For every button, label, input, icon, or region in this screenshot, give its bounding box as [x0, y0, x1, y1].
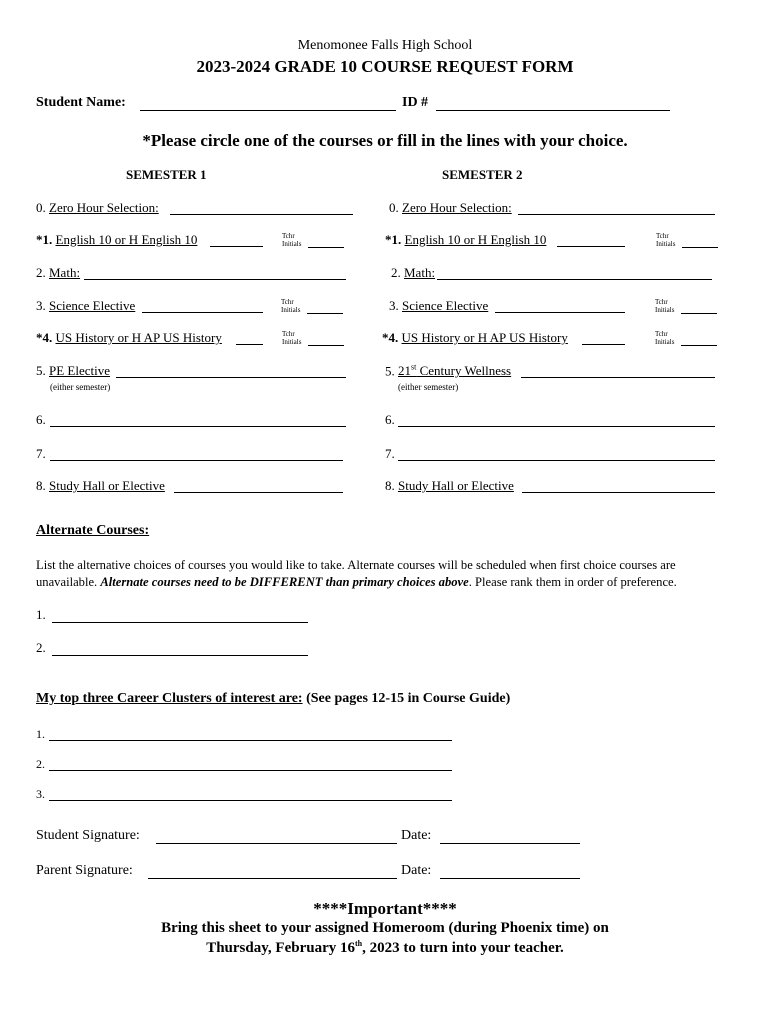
s2-row-1[interactable]: *1. English 10 or H English 10 [385, 232, 547, 247]
s2-row-5-note: (either semester) [398, 382, 459, 392]
s1-row-1-line [210, 246, 263, 247]
id-label: ID # [402, 95, 429, 110]
s2-row-0: 0. Zero Hour Selection: [389, 200, 512, 215]
s1-row-0-line[interactable] [170, 214, 353, 215]
s1-row-4-tchr: Tchr Initials [282, 330, 344, 346]
parent-signature-label: Parent Signature: [36, 863, 133, 878]
s2-row-8-line [522, 492, 715, 493]
s2-row-0-line[interactable] [518, 214, 715, 215]
career-heading: My top three Career Clusters of interest are: (See pages 12-15 in Course Guide) [36, 691, 511, 706]
s2-row-4[interactable]: *4. US History or H AP US History [382, 330, 568, 345]
student-signature-label: Student Signature: [36, 828, 140, 843]
s1-row-8[interactable]: 8. Study Hall or Elective [36, 478, 165, 493]
parent-date-field[interactable] [440, 878, 580, 879]
important-line-1: Bring this sheet to your assigned Homeroom (during Phoenix time) on [161, 920, 609, 936]
student-name-label: Student Name: [36, 95, 126, 110]
semester-2-label: SEMESTER 2 [442, 167, 523, 182]
s2-row-8[interactable]: 8. Study Hall or Elective [385, 478, 514, 493]
career-item-1: 1. [36, 727, 45, 741]
parent-signature-field[interactable] [148, 878, 397, 879]
s2-row-5[interactable]: 5. 21st Century Wellness [385, 363, 512, 379]
school-name: Menomonee Falls High School [297, 38, 473, 53]
s2-row-1-tchr: Tchr Initials [656, 232, 718, 248]
s1-row-5[interactable]: 5. PE Elective [36, 363, 111, 378]
parent-date-label: Date: [401, 863, 432, 878]
important-title: ****Important**** [313, 899, 457, 918]
s2-row-1-line [557, 246, 625, 247]
alternate-line-2[interactable] [52, 655, 308, 656]
form-title: 2023-2024 GRADE 10 COURSE REQUEST FORM [196, 57, 574, 76]
career-line-2[interactable] [49, 770, 452, 771]
instruction: *Please circle one of the courses or fill in the lines with your choice. [142, 131, 628, 150]
s1-row-6-line[interactable] [50, 426, 346, 427]
alternates-para-1: List the alternative choices of courses you would like to take. Alternate courses will be scheduled when first choice courses are [36, 558, 676, 572]
s1-row-0: 0. Zero Hour Selection: [36, 200, 159, 215]
student-name-field[interactable] [140, 110, 396, 111]
alternate-item-1: 1. [36, 607, 46, 622]
s2-row-4-tchr: Tchr Initials [655, 330, 717, 346]
s1-row-3-line [142, 312, 263, 313]
s2-row-4-line [582, 344, 625, 345]
s1-row-8-line [174, 492, 343, 493]
s2-row-7-line[interactable] [398, 460, 715, 461]
s2-row-5-line [521, 377, 715, 378]
semester-1-label: SEMESTER 1 [126, 167, 207, 182]
s2-row-7: 7. [385, 446, 395, 461]
s2-row-3-tchr: Tchr Initials [655, 298, 717, 314]
s1-row-4[interactable]: *4. US History or H AP US History [36, 330, 222, 345]
student-date-field[interactable] [440, 843, 580, 844]
s2-row-6-line[interactable] [398, 426, 715, 427]
alternates-para-2: unavailable. Alternate courses need to be DIFFERENT than primary choices above. Please rank them in order of preference. [36, 575, 677, 589]
career-item-3: 3. [36, 787, 45, 801]
alternates-heading: Alternate Courses: [36, 523, 150, 538]
s1-row-5-note: (either semester) [50, 382, 111, 392]
s1-row-3[interactable]: 3. Science Elective [36, 298, 136, 313]
career-line-3[interactable] [49, 800, 452, 801]
s1-row-6: 6. [36, 412, 46, 427]
student-date-label: Date: [401, 828, 432, 843]
s1-row-2: 2. Math: [36, 265, 81, 280]
s2-row-3-line [495, 312, 625, 313]
s2-row-3[interactable]: 3. Science Elective [389, 298, 489, 313]
s1-row-1[interactable]: *1. English 10 or H English 10 [36, 232, 198, 247]
s1-row-7: 7. [36, 446, 46, 461]
career-line-1[interactable] [49, 740, 452, 741]
career-item-2: 2. [36, 757, 45, 771]
s1-row-7-line[interactable] [50, 460, 343, 461]
s1-row-1-tchr: Tchr Initials [282, 232, 344, 248]
alternate-line-1[interactable] [52, 622, 308, 623]
id-field[interactable] [436, 110, 670, 111]
s1-row-2-line[interactable] [84, 279, 346, 280]
student-signature-field[interactable] [156, 843, 397, 844]
s2-row-2-line[interactable] [437, 279, 712, 280]
s2-row-2: 2. Math: [391, 265, 436, 280]
s1-row-5-line [116, 377, 346, 378]
alternate-item-2: 2. [36, 640, 46, 655]
s1-row-4-line [236, 344, 263, 345]
s1-row-3-tchr: Tchr Initials [281, 298, 343, 314]
important-line-2: Thursday, February 16th, 2023 to turn into your teacher. [206, 939, 564, 956]
s2-row-6: 6. [385, 412, 395, 427]
